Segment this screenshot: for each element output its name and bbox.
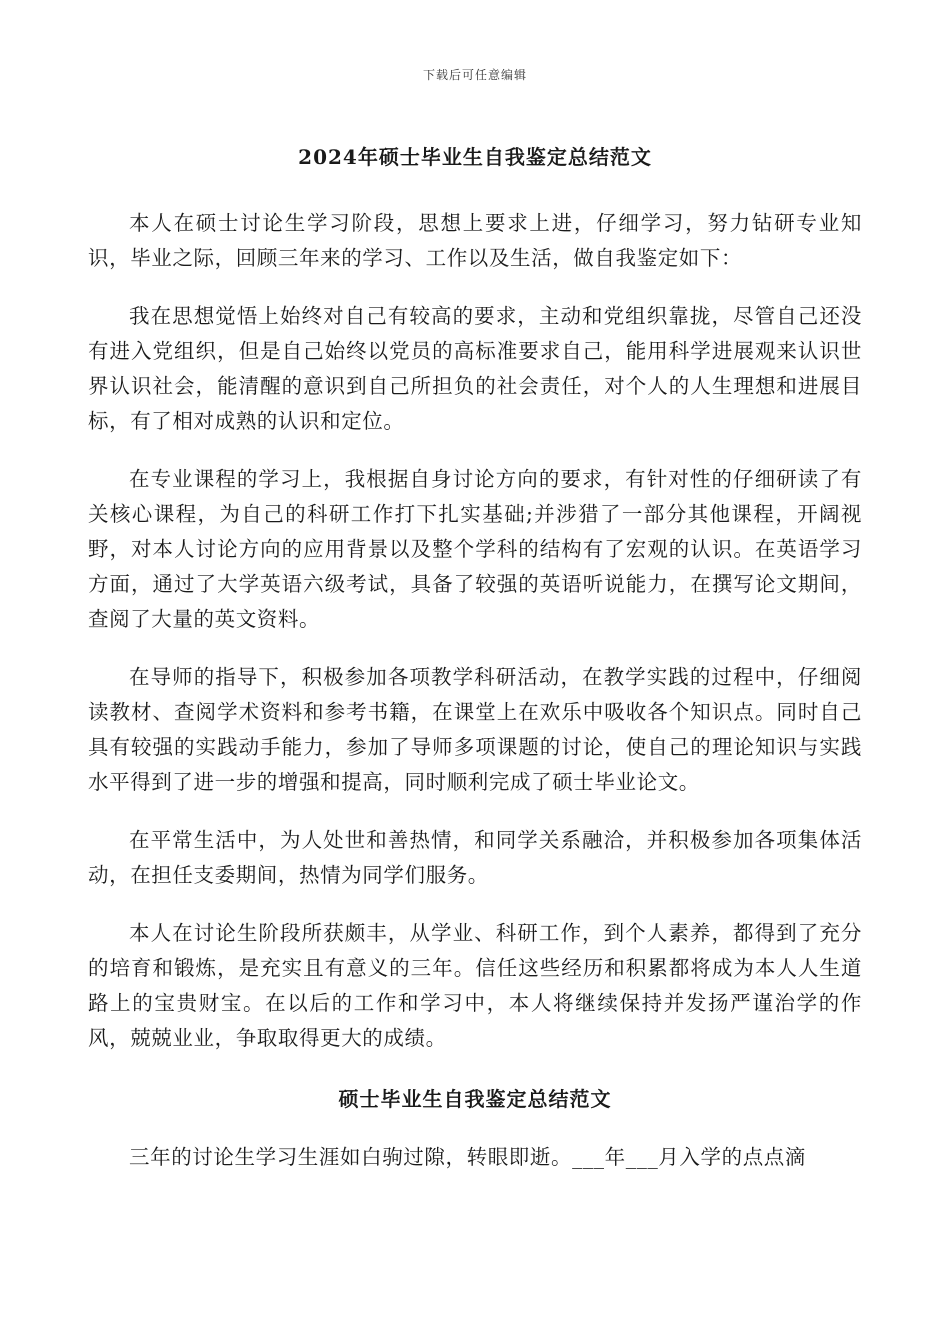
- paragraph: 三年的讨论生学习生涯如白驹过隙，转眼即逝。___年___月入学的点点滴: [129, 1145, 806, 1169]
- document-title: 2024年硕士毕业生自我鉴定总结范文: [298, 145, 652, 169]
- paragraph: 本人在讨论生阶段所获颇丰，从学业、科研工作，到个人素养，都得到了充分的培育和锻炼，是充实且有意义的三年。信任这些经历和积累都将成为本人人生道路上的宝贵财宝。在以后的工作和学习中，本人将继续保持并发扬严谨治学的作风，兢兢业业，争取取得更大的成绩。: [88, 921, 862, 1050]
- paragraph: 在专业课程的学习上，我根据自身讨论方向的要求，有针对性的仔细研读了有关核心课程，为自己的科研工作打下扎实基础;并涉猎了一部分其他课程，开阔视野，对本人讨论方向的应用背景以及整个学科的结构有了宏观的认识。在英语学习方面，通过了大学英语六级考试，具备了较强的英语听说能力，在撰写论文期间，查阅了大量的英文资料。: [88, 467, 862, 631]
- section-title: 硕士毕业生自我鉴定总结范文: [338, 1087, 612, 1111]
- document-body: [88, 140, 862, 1175]
- paragraph: 本人在硕士讨论生学习阶段，思想上要求上进，仔细学习，努力钻研专业知识，毕业之际，回顾三年来的学习、工作以及生活，做自我鉴定如下：: [88, 211, 862, 270]
- paragraph: 在平常生活中，为人处世和善热情，和同学关系融洽，并积极参加各项集体活动，在担任支委期间，热情为同学们服务。: [88, 828, 862, 887]
- paragraph: 在导师的指导下，积极参加各项教学科研活动，在教学实践的过程中，仔细阅读教材、查阅学术资料和参考书籍，在课堂上在欢乐中吸收各个知识点。同时自己具有较强的实践动手能力，参加了导师多项课题的讨论，使自己的理论知识与实践水平得到了进一步的增强和提高，同时顺利完成了硕士毕业论文。: [88, 665, 862, 794]
- header-note: 下载后可任意编辑: [422, 68, 527, 82]
- paragraph: 我在思想觉悟上始终对自己有较高的要求，主动和党组织靠拢，尽管自己还没有进入党组织，但是自己始终以党员的高标准要求自己，能用科学进展观来认识世界认识社会，能清醒的意识到自己所担负的社会责任，对个人的人生理想和进展目标，有了相对成熟的认识和定位。: [88, 304, 862, 433]
